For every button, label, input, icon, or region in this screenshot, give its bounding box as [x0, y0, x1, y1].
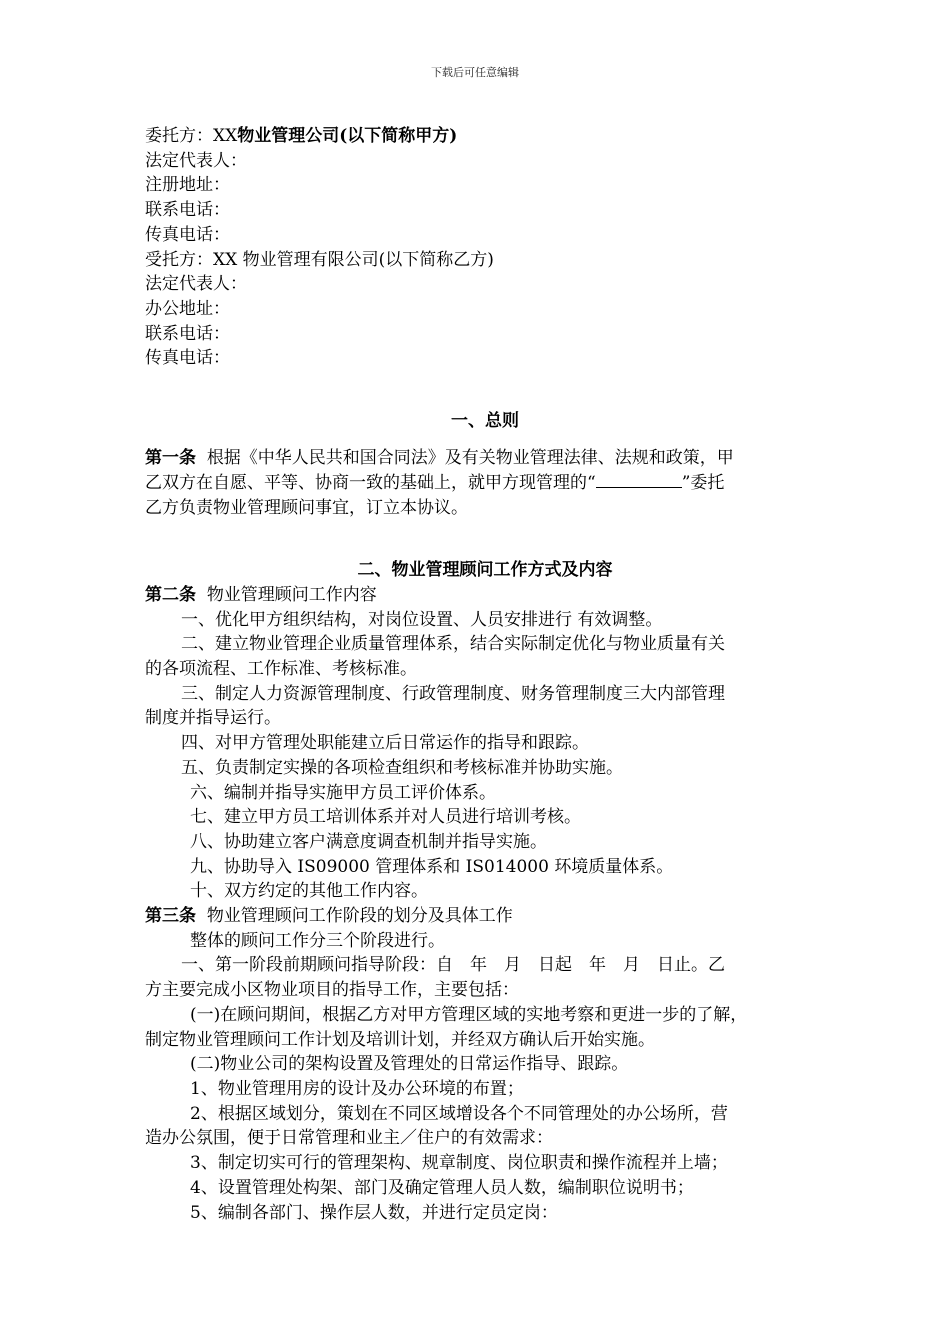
client-rep: 法定代表人： — [145, 150, 247, 171]
spacer — [145, 521, 825, 546]
article-1-label: 第一条 — [145, 448, 196, 469]
article-2-heading — [145, 583, 825, 608]
spacer — [145, 433, 825, 446]
article-3-line: 3、制定切实可行的管理架构、规章制度、岗位职责和操作流程并上墙； — [190, 1153, 728, 1174]
article-3-label: 第三条 — [145, 906, 196, 927]
article-3-line: (二)物业公司的架构设置及管理处的日常运作指导、跟踪。 — [190, 1054, 629, 1075]
article-3-title: 物业管理顾问工作阶段的划分及具体工作 — [206, 906, 513, 927]
client-fax: 传真电话： — [145, 224, 230, 245]
article-3-line: 5、编制各部门、操作层人数，并进行定员定岗： — [190, 1202, 558, 1223]
client-line — [145, 124, 825, 149]
list-item: 二、建立物业管理企业质量管理体系，结合实际制定优化与物业质量有关 — [181, 634, 725, 655]
article-3-line: (一)在顾问期间，根据乙方对甲方管理区域的实地考察和更进一步的了解， — [190, 1004, 748, 1025]
agent-phone: 联系电话： — [145, 323, 230, 344]
list-item-cont: 的各项流程、工作标准、考核标准。 — [145, 659, 417, 680]
article-1-line-3: 乙方负责物业管理顾问事宜，订立本协议。 — [145, 497, 468, 518]
spacer — [145, 396, 825, 409]
client-address: 注册地址： — [145, 175, 230, 196]
article-3-line: 1、物业管理用房的设计及办公环境的布置； — [190, 1078, 524, 1099]
agent-rep: 法定代表人： — [145, 274, 247, 295]
article-1-line-1 — [145, 446, 825, 471]
spacer — [145, 545, 825, 558]
blank-underline — [596, 473, 682, 488]
list-item: 六、编制并指导实施甲方员工评价体系。 — [190, 782, 496, 803]
client-phone: 联系电话： — [145, 200, 230, 221]
article-1-text-1: 根据《中华人民共和国合同法》及有关物业管理法律、法规和政策，甲 — [206, 448, 734, 469]
agent-address: 办公地址： — [145, 298, 230, 319]
article-3-heading — [145, 904, 825, 929]
article-2-title: 物业管理顾问工作内容 — [206, 584, 377, 605]
list-item: 三、制定人力资源管理制度、行政管理制度、财务管理制度三大内部管理 — [181, 683, 725, 704]
list-item-cont: 制度并指导运行。 — [145, 708, 281, 729]
list-item: 一、优化甲方组织结构，对岗位设置、人员安排进行 有效调整。 — [181, 609, 663, 630]
article-1-line-2 — [145, 471, 825, 496]
section-2-title: 二、物业管理顾问工作方式及内容 — [357, 560, 613, 581]
page-header: 下载后可任意编辑 — [431, 66, 519, 79]
list-item: 五、负责制定实操的各项检查组织和考核标准并协助实施。 — [181, 757, 623, 778]
client-prefix: 委托方：XX — [145, 126, 238, 146]
client-name: 物业管理公司(以下简称甲方) — [237, 126, 458, 146]
article-3-line: 整体的顾问工作分三个阶段进行。 — [190, 930, 445, 951]
article-3-line: 造办公氛围，便于日常管理和业主／住户的有效需求： — [145, 1128, 553, 1149]
section-1-title: 一、总则 — [451, 410, 519, 431]
list-item: 七、建立甲方员工培训体系并对人员进行培训考核。 — [190, 807, 581, 828]
list-item: 八、协助建立客户满意度调查机制并指导实施。 — [190, 831, 547, 852]
list-item: 四、对甲方管理处职能建立后日常运作的指导和跟踪。 — [181, 733, 589, 754]
article-1-text-2a: 乙双方在自愿、平等、协商一致的基础上，就甲方现管理的“ — [145, 473, 596, 494]
spacer — [145, 371, 825, 396]
article-3-line: 2、根据区域划分，策划在不同区域增设各个不同管理处的办公场所，营 — [190, 1103, 728, 1124]
article-3-line: 方主要完成小区物业项目的指导工作，主要包括： — [145, 980, 519, 1001]
list-item: 十、双方约定的其他工作内容。 — [190, 881, 428, 902]
article-1-text-2b: ”委托 — [681, 473, 725, 494]
list-item: 九、协助导入 IS09000 管理体系和 IS014000 环境质量体系。 — [190, 856, 674, 877]
document-body — [145, 124, 825, 1225]
article-3-line: 制定物业管理顾问工作计划及培训计划，并经双方确认后开始实施。 — [145, 1029, 655, 1050]
article-2-label: 第二条 — [145, 584, 196, 605]
article-3-line: 一、第一阶段前期顾问指导阶段：自 年 月 日起 年 月 日止。乙 — [181, 955, 725, 976]
agent-line: 受托方：XX 物业管理有限公司(以下简称乙方) — [145, 249, 494, 270]
agent-fax: 传真电话： — [145, 348, 230, 369]
article-3-line: 4、设置管理处构架、部门及确定管理人员人数，编制职位说明书； — [190, 1177, 694, 1198]
